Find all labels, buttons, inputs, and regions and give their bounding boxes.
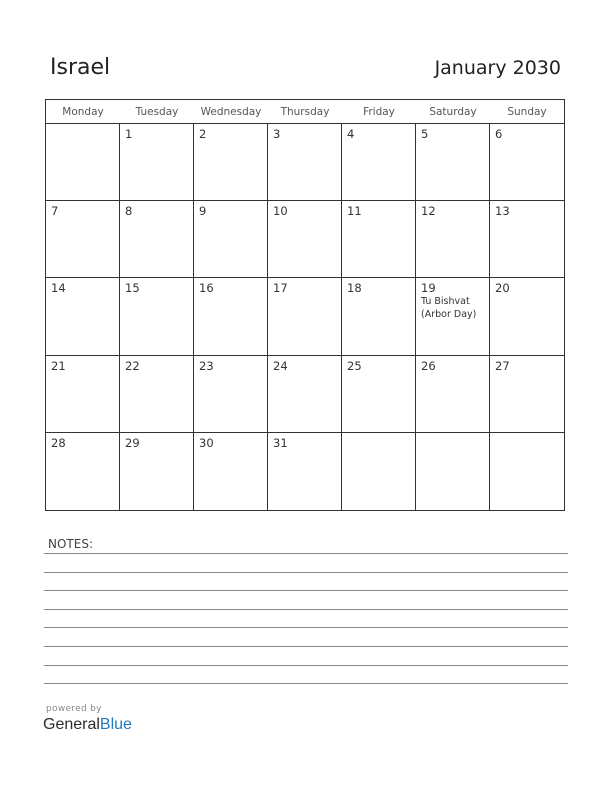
day-number: 28 [51, 435, 66, 450]
day-cell[interactable] [342, 278, 416, 355]
holiday-label: (Arbor Day) [421, 309, 477, 321]
day-cell[interactable] [490, 124, 564, 201]
day-number: 29 [125, 435, 140, 450]
notes-label: NOTES: [48, 537, 93, 551]
day-number: 31 [273, 435, 288, 450]
day-number: 9 [199, 204, 207, 219]
day-cell[interactable] [490, 201, 564, 278]
day-number: 2 [199, 127, 207, 141]
day-number: 17 [273, 281, 288, 296]
day-cell[interactable] [268, 356, 342, 433]
day-cell[interactable] [120, 201, 194, 278]
day-cell[interactable] [46, 356, 120, 433]
day-cell[interactable] [490, 278, 564, 355]
day-cell[interactable] [268, 433, 342, 510]
weekday-thursday: Thursday [280, 106, 330, 118]
holiday-label: Tu Bishvat [421, 296, 470, 308]
powered-by-text: powered by [46, 704, 102, 714]
day-number: 18 [347, 281, 362, 296]
day-cell[interactable] [194, 124, 268, 201]
day-cell[interactable] [120, 124, 194, 201]
notes-line [44, 627, 568, 628]
day-number: 26 [421, 358, 436, 373]
country-title: Israel [50, 55, 111, 80]
day-cell[interactable] [194, 278, 268, 355]
weekday-header [46, 100, 564, 124]
day-cell[interactable] [416, 433, 490, 510]
notes-line [44, 590, 568, 591]
day-number: 12 [421, 204, 436, 219]
generalblue-logo[interactable] [43, 716, 132, 734]
day-cell[interactable] [194, 433, 268, 510]
day-cell[interactable] [342, 356, 416, 433]
calendar-grid [45, 99, 565, 511]
day-cell[interactable] [342, 201, 416, 278]
day-cell[interactable] [46, 433, 120, 510]
notes-line [44, 646, 568, 647]
notes-line [44, 572, 568, 573]
day-number: 1 [125, 127, 133, 141]
day-number: 15 [125, 281, 140, 296]
day-number: 7 [51, 204, 59, 219]
weekday-wednesday: Wednesday [200, 106, 262, 118]
day-cell[interactable] [120, 356, 194, 433]
day-cell[interactable] [46, 278, 120, 355]
weekday-tuesday: Tuesday [135, 106, 179, 118]
weekday-sunday: Sunday [507, 106, 547, 118]
day-number: 5 [421, 127, 429, 141]
brand-general: General [43, 716, 100, 733]
day-cell[interactable] [268, 124, 342, 201]
day-cell[interactable] [342, 433, 416, 510]
day-number: 25 [347, 358, 362, 373]
day-cell[interactable] [46, 201, 120, 278]
weekday-monday: Monday [62, 106, 104, 118]
day-cell[interactable] [342, 124, 416, 201]
day-number: 13 [495, 204, 510, 219]
notes-line [44, 553, 568, 554]
day-number: 10 [273, 204, 288, 219]
day-number: 4 [347, 127, 355, 141]
day-cell[interactable] [416, 201, 490, 278]
day-cell[interactable] [46, 124, 120, 201]
day-number: 19 [421, 281, 436, 296]
day-number: 24 [273, 358, 288, 373]
day-cell[interactable] [490, 433, 564, 510]
calendar-body [46, 124, 564, 510]
notes-line [44, 609, 568, 610]
day-cell[interactable] [120, 278, 194, 355]
day-number: 3 [273, 127, 281, 141]
day-number: 21 [51, 358, 66, 373]
day-cell[interactable] [416, 278, 490, 355]
day-number: 14 [51, 281, 66, 296]
weekday-friday: Friday [363, 106, 395, 118]
brand-blue: Blue [99, 716, 132, 733]
notes-line [44, 683, 568, 684]
day-cell[interactable] [268, 278, 342, 355]
month-title: January 2030 [434, 57, 561, 79]
day-cell[interactable] [194, 201, 268, 278]
day-number: 11 [347, 204, 362, 219]
day-number: 20 [495, 281, 510, 296]
day-number: 22 [125, 358, 140, 373]
day-number: 6 [495, 127, 503, 141]
day-cell[interactable] [120, 433, 194, 510]
day-number: 23 [199, 358, 214, 373]
day-number: 27 [495, 358, 510, 373]
day-cell[interactable] [268, 201, 342, 278]
day-number: 16 [199, 281, 214, 296]
day-cell[interactable] [490, 356, 564, 433]
day-number: 8 [125, 204, 133, 219]
notes-line [44, 665, 568, 666]
day-number: 30 [199, 435, 214, 450]
day-cell[interactable] [194, 356, 268, 433]
day-cell[interactable] [416, 124, 490, 201]
day-cell[interactable] [416, 356, 490, 433]
weekday-saturday: Saturday [429, 106, 477, 118]
